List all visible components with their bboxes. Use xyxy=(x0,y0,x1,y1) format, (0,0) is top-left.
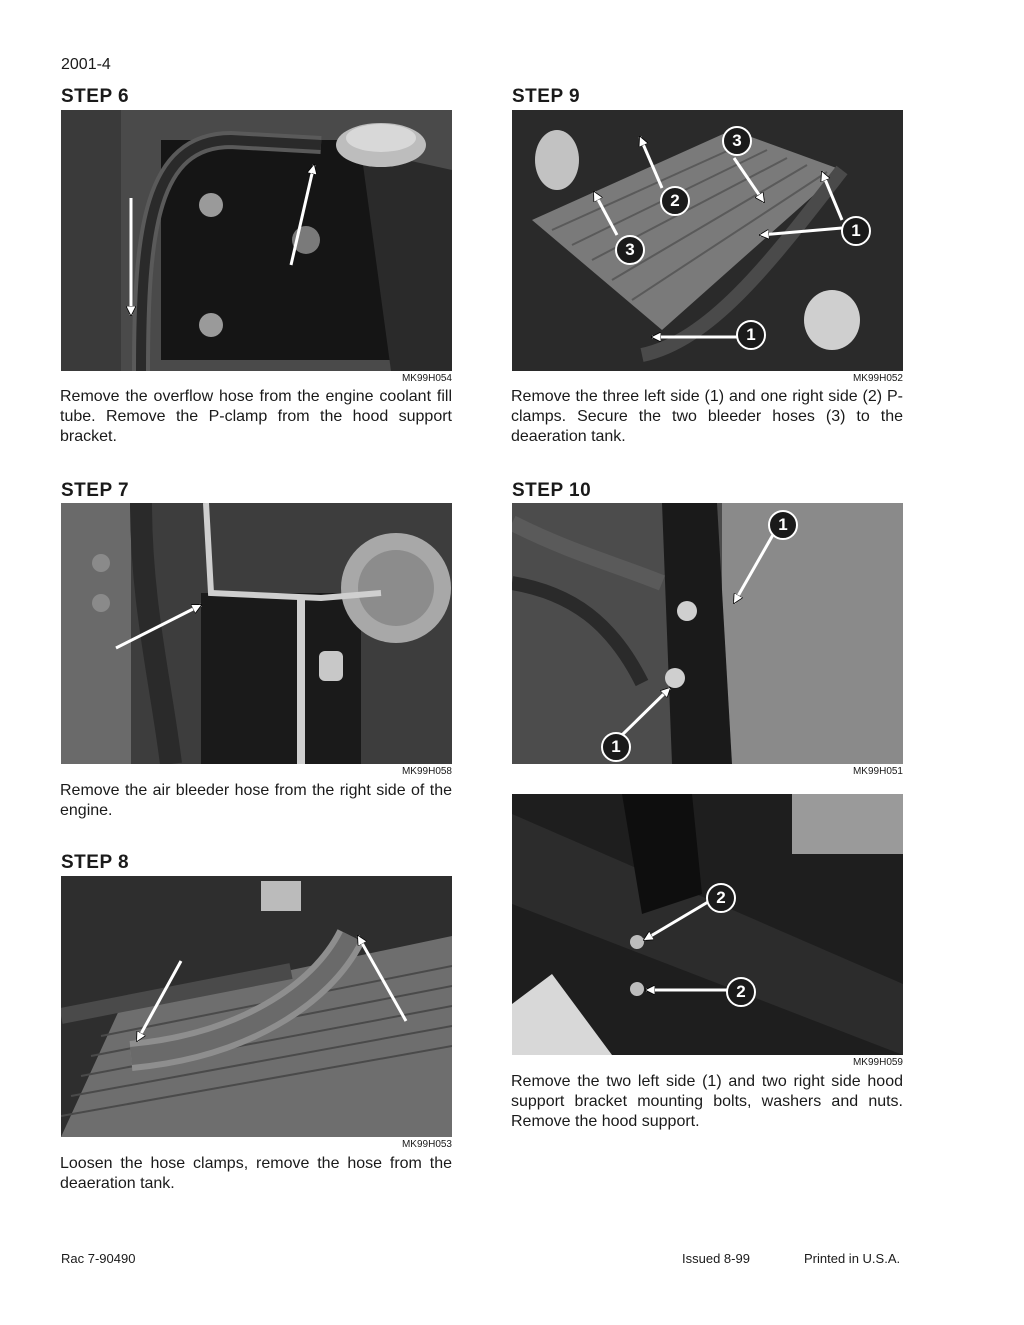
footer-doc-number: Rac 7-90490 xyxy=(61,1251,136,1266)
callout-1d: 1 xyxy=(601,732,631,762)
step-10-text: Remove the two left side (1) and two right side hood support bracket mounting bolts, washers and nuts. Remove the hood support. xyxy=(511,1073,903,1130)
step-9-title: STEP 9 xyxy=(512,86,581,107)
callout-2c: 2 xyxy=(726,977,756,1007)
step-9-photo xyxy=(512,110,903,371)
step-10-image-code-a: MK99H051 xyxy=(852,766,903,777)
callout-3b: 3 xyxy=(615,235,645,265)
step-7-text: Remove the air bleeder hose from the right side of the engine. xyxy=(60,782,452,819)
step-10-image-code-b: MK99H059 xyxy=(852,1057,903,1068)
footer-printed: Printed in U.S.A. xyxy=(804,1251,901,1266)
step-9-text: Remove the three left side (1) and one right side (2) P-clamps. Secure the two bleeder hoses (3) to the deaeration tank. xyxy=(511,388,903,445)
step-8-title: STEP 8 xyxy=(61,852,130,873)
callout-1c: 1 xyxy=(768,510,798,540)
step-9-image-code: MK99H052 xyxy=(852,373,903,384)
callout-3a: 3 xyxy=(722,126,752,156)
step-7-image-code: MK99H058 xyxy=(401,766,452,777)
callout-1b: 1 xyxy=(736,320,766,350)
step-6-title: STEP 6 xyxy=(61,86,130,107)
step-6-image-code: MK99H054 xyxy=(401,373,452,384)
step-8-image-code: MK99H053 xyxy=(401,1139,452,1150)
page-number: 2001-4 xyxy=(61,56,111,73)
step-10-photo-b xyxy=(512,794,903,1055)
step-8-photo xyxy=(61,876,452,1137)
step-6-photo xyxy=(61,110,452,371)
callout-1a: 1 xyxy=(841,216,871,246)
step-7-photo xyxy=(61,503,452,764)
callout-2b: 2 xyxy=(706,883,736,913)
step-8-text: Loosen the hose clamps, remove the hose from the deaeration tank. xyxy=(60,1155,452,1192)
footer-issued: Issued 8-99 xyxy=(682,1251,750,1266)
step-10-photo-a xyxy=(512,503,903,764)
step-10-title: STEP 10 xyxy=(512,480,592,501)
step-7-title: STEP 7 xyxy=(61,480,130,501)
step-6-text: Remove the overflow hose from the engine coolant fill tube. Remove the P-clamp from the hood support bracket. xyxy=(60,388,452,445)
callout-2: 2 xyxy=(660,186,690,216)
